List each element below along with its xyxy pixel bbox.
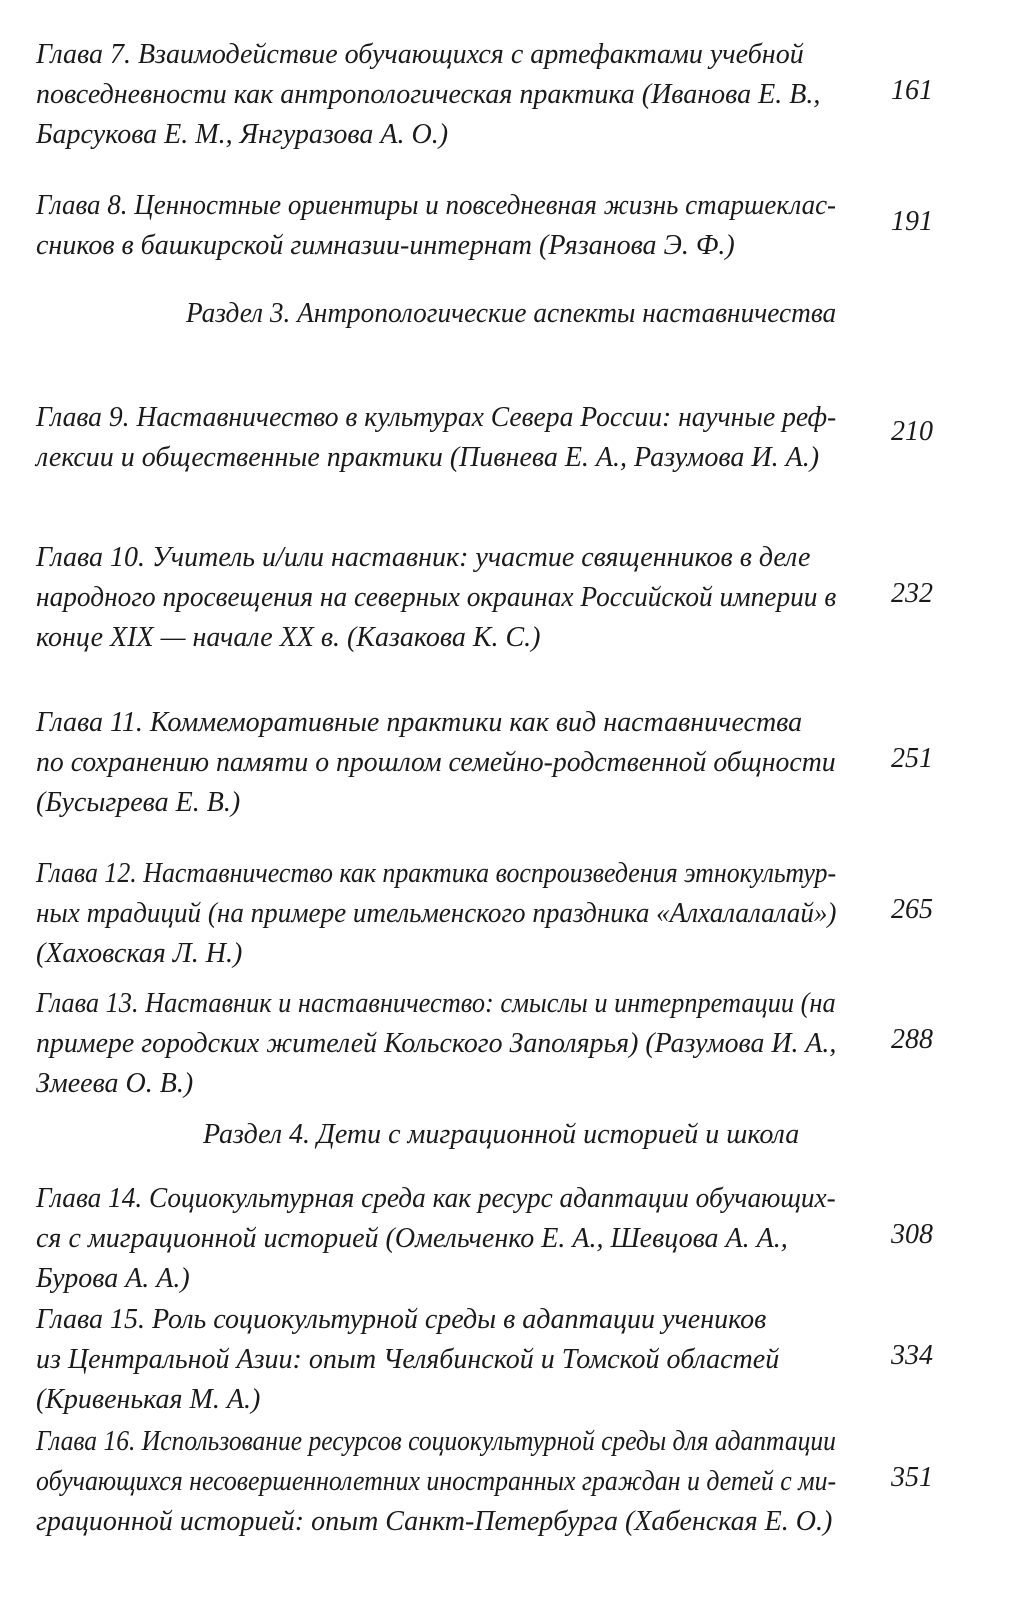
toc-entry-line: грационной историей: опыт Санкт-Петербурга (Хабенская Е. О.)	[36, 1506, 833, 1537]
toc-entry-title	[36, 1422, 836, 1542]
toc-entry-line: сников в башкирской гимназии-интернат (Рязанова Э. Ф.)	[36, 230, 735, 261]
toc-page-number: 191	[891, 206, 933, 237]
toc-entry-line: Глава 14. Социокультурная среда как ресурс адаптации обучающих-	[36, 1183, 836, 1214]
section-heading-3: Раздел 3. Антропологические аспекты наставничества	[186, 298, 837, 329]
toc-entry-line: ных традиций (на примере ительменского праздника «Алхалалалай»)	[36, 898, 837, 929]
toc-entry-line: обучающихся несовершеннолетних иностранных граждан и детей с ми-	[36, 1466, 837, 1497]
toc-entry-line: Змеева О. В.)	[36, 1068, 194, 1099]
toc-entry-line: Глава 16. Использование ресурсов социокультурной среды для адаптации	[36, 1426, 836, 1457]
toc-entry-line: Глава 10. Учитель и/или наставник: участие священников в деле	[36, 542, 811, 573]
toc-page-number: 210	[891, 416, 933, 447]
toc-entry-line: (Бусыгрева Е. В.)	[36, 787, 241, 818]
toc-page-number: 308	[891, 1219, 933, 1250]
toc-entry-title	[36, 1179, 836, 1299]
toc-page-number: 351	[891, 1462, 933, 1493]
toc-page-number: 288	[891, 1024, 933, 1055]
toc-entry-title	[36, 398, 836, 478]
toc-entry-line: примере городских жителей Кольского Заполярья) (Разумова И. А.,	[36, 1028, 837, 1059]
toc-entry-line: Глава 9. Наставничество в культурах Севера России: научные реф-	[36, 402, 837, 433]
toc-entry-line: Глава 8. Ценностные ориентиры и повседневная жизнь старшеклас-	[36, 190, 837, 221]
toc-entry-line: из Центральной Азии: опыт Челябинской и Томской областей	[36, 1344, 780, 1375]
toc-entry-title	[36, 35, 836, 155]
toc-entry-line: по сохранению памяти о прошлом семейно-родственной общности	[36, 747, 836, 778]
toc-entry-line: конце XIX — начале XX в. (Казакова К. С.)	[36, 622, 541, 653]
toc-page-number: 334	[891, 1340, 933, 1371]
toc-entry-line: Глава 15. Роль социокультурной среды в адаптации учеников	[36, 1304, 767, 1335]
section-heading-4: Раздел 4. Дети с миграционной историей и школа	[203, 1119, 800, 1150]
toc-entry-line: (Хаховская Л. Н.)	[36, 938, 243, 969]
toc-entry-line: народного просвещения на северных окраинах Российской империи в	[36, 582, 837, 613]
toc-entry-line: ся с миграционной историей (Омельченко Е. А., Шевцова А. А.,	[36, 1223, 788, 1254]
toc-entry-line: Барсукова Е. М., Янгуразова А. О.)	[36, 119, 449, 150]
toc-entry-line: Бурова А. А.)	[36, 1263, 190, 1294]
toc-entry-line: повседневности как антропологическая практика (Иванова Е. В.,	[36, 79, 821, 110]
toc-page-number: 251	[891, 743, 933, 774]
toc-entry-line: лексии и общественные практики (Пивнева Е. А., Разумова И. А.)	[36, 442, 820, 473]
toc-entry-title	[36, 984, 836, 1104]
toc-page-number: 161	[891, 75, 933, 106]
toc-entry-title	[36, 854, 836, 974]
toc-entry-line: (Кривенькая М. А.)	[36, 1384, 261, 1415]
toc-entry-line: Глава 11. Коммеморативные практики как вид наставничества	[36, 707, 803, 738]
toc-entry-title	[36, 538, 836, 658]
toc-entry-title	[36, 1300, 836, 1420]
toc-entry-line: Глава 12. Наставничество как практика воспроизведения этнокультур-	[36, 858, 837, 889]
toc-page-number: 265	[891, 894, 933, 925]
toc-page-number: 232	[891, 578, 933, 609]
toc-entry-line: Глава 7. Взаимодействие обучающихся с артефактами учебной	[36, 39, 804, 70]
toc-entry-line: Глава 13. Наставник и наставничество: смыслы и интерпретации (на	[36, 988, 836, 1019]
toc-entry-title	[36, 703, 836, 823]
toc-entry-title	[36, 186, 836, 266]
